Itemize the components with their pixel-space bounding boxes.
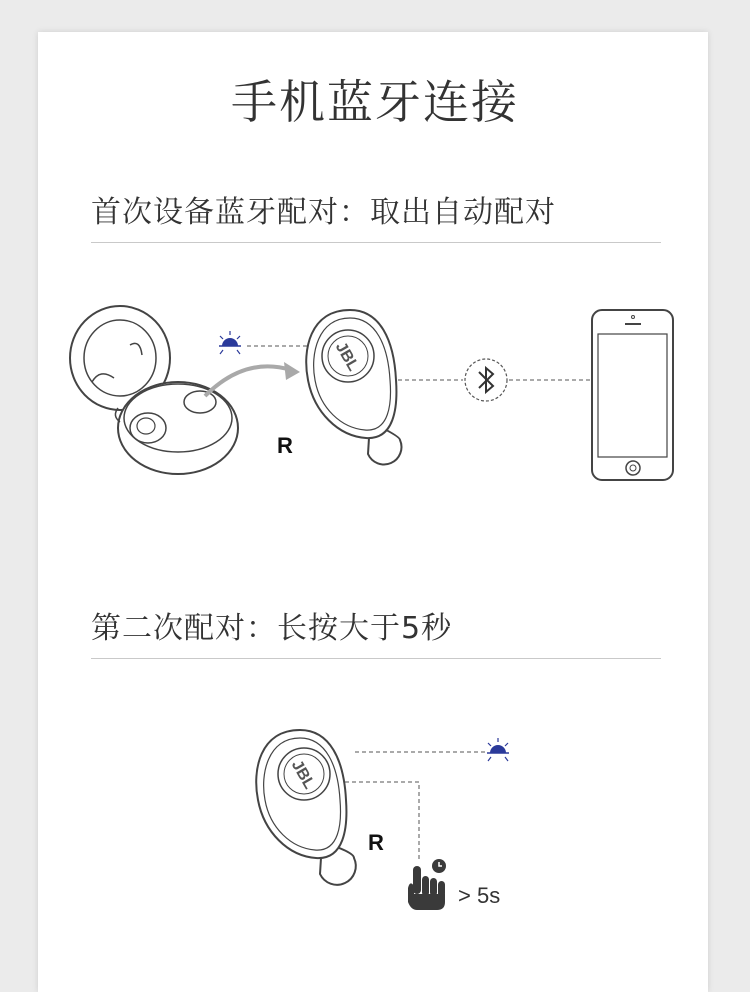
- earbud-icon: [256, 730, 356, 885]
- jbl-logo-text: JBL: [287, 757, 318, 793]
- earbud-side-label: R: [277, 433, 293, 458]
- page-title: 手机蓝牙连接: [231, 75, 519, 129]
- earbud-side-label: R: [368, 830, 384, 855]
- section1-heading: 首次设备蓝牙配对：取出自动配对: [91, 195, 556, 230]
- hold-duration-label: > 5s: [458, 883, 501, 908]
- section2-heading: 第二次配对：长按大于5秒: [91, 611, 453, 646]
- timer-icon: [432, 859, 446, 873]
- jbl-logo-text: JBL: [331, 339, 362, 375]
- led-light-icon: [487, 738, 509, 761]
